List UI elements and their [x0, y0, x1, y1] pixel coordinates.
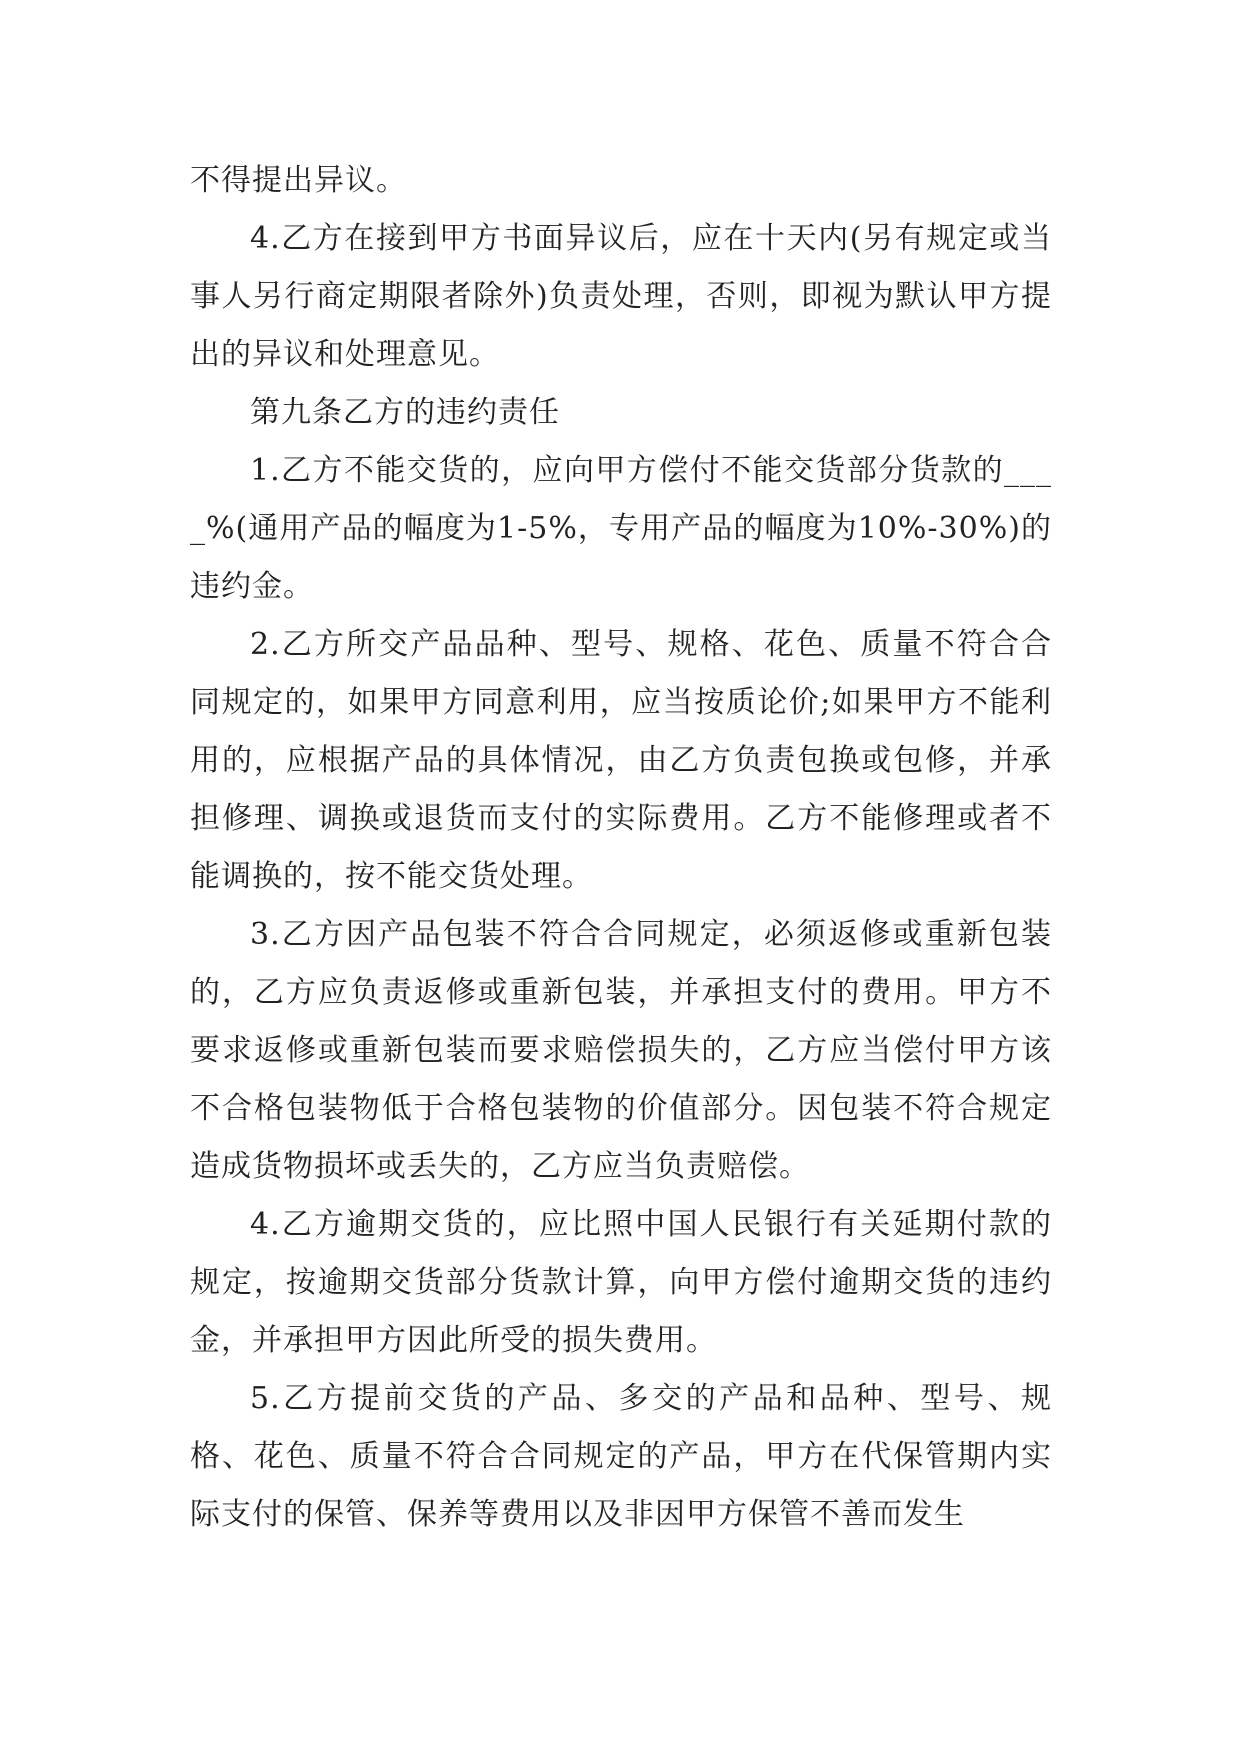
- paragraph-clause-4-late-delivery: 4.乙方逾期交货的，应比照中国人民银行有关延期付款的规定，按逾期交货部分货款计算，向甲方偿付逾期交货的违约金，并承担甲方因此所受的损失费用。: [190, 1207, 1052, 1358]
- document-body: [190, 152, 1052, 1544]
- paragraph-clause-3-packaging: 3.乙方因产品包装不符合合同规定，必须返修或重新包装的，乙方应负责返修或重新包装，并承担支付的费用。甲方不要求返修或重新包装而要求赔偿损失的，乙方应当偿付甲方该不合格包装物低于合格包装物的价值部分。因包装不符合规定造成货物损坏或丢失的，乙方应当负责赔偿。: [190, 917, 1052, 1184]
- paragraph-continuation: 不得提出异议。: [190, 163, 407, 198]
- paragraph-clause-4-objection-handling: 4.乙方在接到甲方书面异议后，应在十天内(另有规定或当事人另行商定期限者除外)负责处理，否则，即视为默认甲方提出的异议和处理意见。: [190, 221, 1052, 372]
- paragraph-clause-1-non-delivery: 1.乙方不能交货的，应向甲方偿付不能交货部分货款的____%(通用产品的幅度为1-5%，专用产品的幅度为10%-30%)的违约金。: [190, 453, 1052, 604]
- section-heading-article-9: 第九条乙方的违约责任: [250, 395, 560, 430]
- paragraph-clause-5-early-delivery: 5.乙方提前交货的产品、多交的产品和品种、型号、规格、花色、质量不符合合同规定的产品，甲方在代保管期内实际支付的保管、保养等费用以及非因甲方保管不善而发生: [190, 1381, 1052, 1532]
- paragraph-clause-2-quality: 2.乙方所交产品品种、型号、规格、花色、质量不符合合同规定的，如果甲方同意利用，应当按质论价;如果甲方不能利用的，应根据产品的具体情况，由乙方负责包换或包修，并承担修理、调换或退货而支付的实际费用。乙方不能修理或者不能调换的，按不能交货处理。: [190, 627, 1052, 894]
